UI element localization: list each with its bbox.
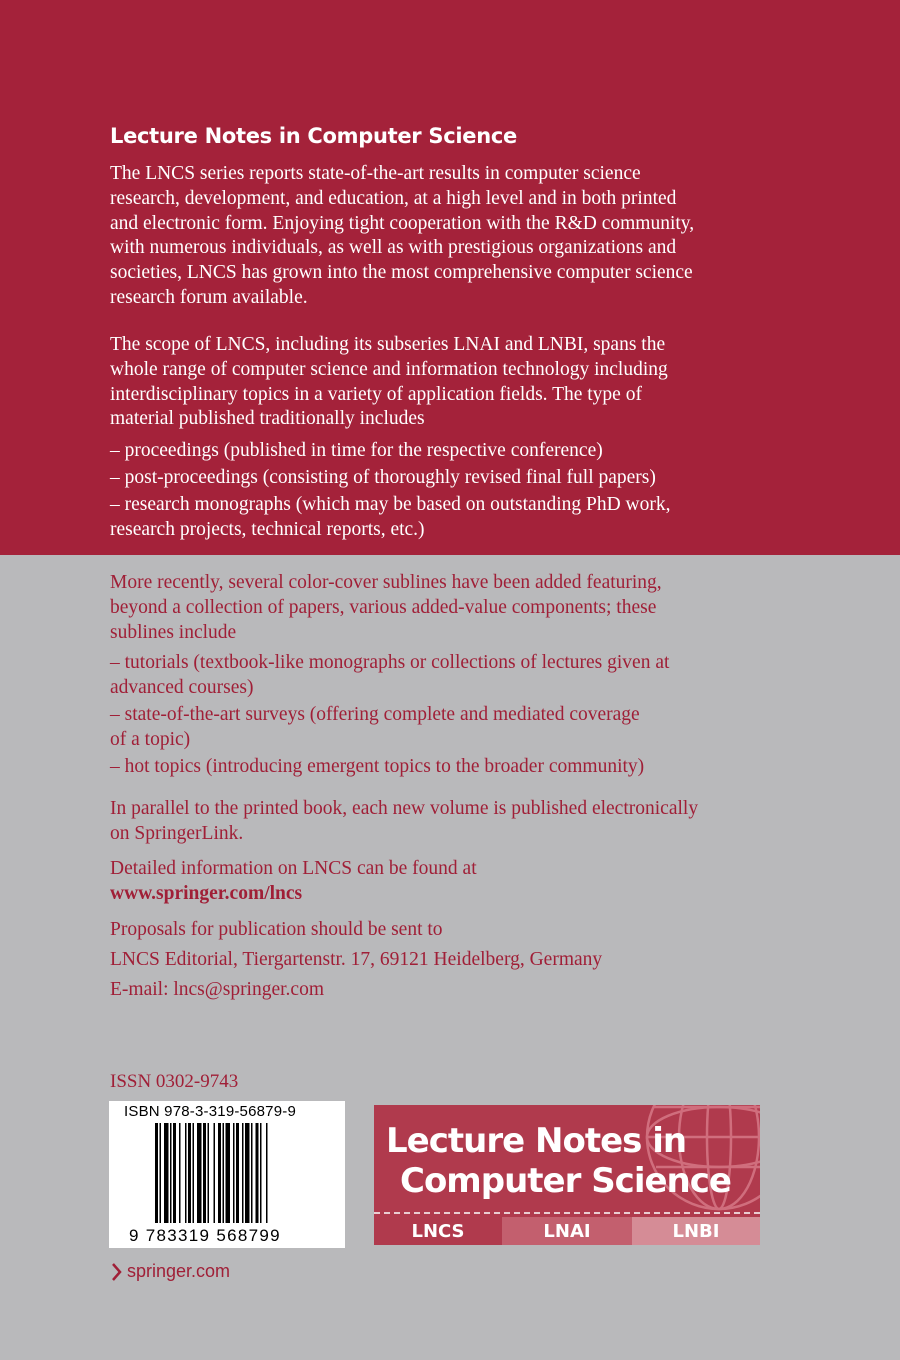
text-line: beyond a collection of papers, various added-value components; these	[110, 596, 657, 618]
text-line: material published traditionally includes	[110, 408, 425, 430]
sublines-paragraph	[110, 571, 810, 645]
text-line: societies, LNCS has grown into the most comprehensive computer science	[110, 262, 693, 284]
barcode-bar	[256, 1123, 259, 1223]
barcode-bar	[170, 1123, 172, 1223]
issn-label: ISSN 0302-9743	[110, 1071, 239, 1092]
text-line: research forum available.	[110, 286, 308, 308]
email-line: E-mail: lncs@springer.com	[110, 979, 324, 1000]
text-line: sublines include	[110, 621, 237, 643]
barcode-bar	[179, 1123, 181, 1223]
barcode-bar	[223, 1123, 225, 1223]
text-line: The LNCS series reports state-of-the-art results in computer science	[110, 163, 641, 184]
barcode-bar	[245, 1123, 250, 1223]
text-line: whole range of computer science and information technology including	[110, 358, 668, 380]
text-line: More recently, several color-cover sublines have been added featuring,	[110, 572, 662, 593]
subseries-lncs: LNCS	[374, 1217, 502, 1245]
list-item: – post-proceedings (consisting of thoroughly revised final full papers)	[110, 467, 656, 488]
list-item: – state-of-the-art surveys (offering complete and mediated coverage of a topic)	[110, 704, 640, 750]
barcode-bars	[155, 1123, 305, 1223]
barcode-bar	[266, 1123, 268, 1223]
barcode-bar	[226, 1123, 231, 1223]
text-line: In parallel to the printed book, each new volume is published electronically	[110, 798, 699, 819]
text-line: and electronic form. Enjoying tight cooperation with the R&D community,	[110, 212, 695, 234]
barcode-bar	[164, 1123, 169, 1223]
address-line: LNCS Editorial, Tiergartenstr. 17, 69121 Heidelberg, Germany	[110, 949, 603, 970]
subseries-bar	[374, 1217, 760, 1245]
barcode-bar	[233, 1123, 235, 1223]
barcode-bar	[214, 1123, 216, 1223]
text-line: interdisciplinary topics in a variety of application fields. The type of	[110, 383, 642, 405]
logo-line-1: Lecture Notes in	[386, 1121, 687, 1161]
isbn-text: ISBN 978-3-319-56879-9	[124, 1103, 297, 1120]
springer-link-label[interactable]: springer.com	[127, 1261, 231, 1281]
barcode-bar	[203, 1123, 206, 1223]
list-item: – tutorials (textbook-like monographs or collections of lectures given at advanced courses)	[110, 652, 670, 698]
text-line: The scope of LNCS, including its subseries LNAI and LNBI, spans the	[110, 334, 666, 355]
barcode-bar	[193, 1123, 195, 1223]
barcode-bar	[188, 1123, 191, 1223]
proposals-line: Proposals for publication should be sent to	[110, 919, 443, 940]
barcode-bar	[218, 1123, 221, 1223]
logo-divider	[374, 1212, 760, 1214]
subseries-lnbi: LNBI	[632, 1217, 760, 1245]
isbn-barcode	[109, 1101, 345, 1248]
text-line: with numerous individuals, as well as with prestigious organizations and	[110, 237, 677, 259]
barcode-bar	[155, 1123, 158, 1223]
series-title: Lecture Notes in Computer Science	[110, 124, 517, 148]
info-paragraph	[110, 857, 810, 907]
text-line: on SpringerLink.	[110, 822, 244, 844]
barcode-bar	[185, 1123, 187, 1223]
subseries-lnai: LNAI	[502, 1217, 632, 1245]
springer-link[interactable]	[111, 1261, 230, 1282]
barcode-bar	[236, 1123, 239, 1223]
scope-paragraph	[110, 333, 810, 432]
list-item: – hot topics (introducing emergent topics to the broader community)	[110, 756, 645, 777]
list-item: – proceedings (published in time for the respective conference)	[110, 440, 603, 461]
barcode-bar	[260, 1123, 262, 1223]
barcode-bar	[242, 1123, 244, 1223]
intro-paragraph	[110, 162, 810, 311]
barcode-bar	[251, 1123, 253, 1223]
chevron-right-icon	[111, 1262, 123, 1282]
barcode-bar	[197, 1123, 202, 1223]
lncs-url-link[interactable]: www.springer.com/lncs	[110, 882, 303, 904]
barcode-digits: 9 783319 568799	[129, 1226, 281, 1245]
barcode-bar	[160, 1123, 162, 1223]
lncs-series-logo	[374, 1105, 760, 1245]
barcode-bar	[208, 1123, 210, 1223]
text-line: Detailed information on LNCS can be found at	[110, 858, 477, 879]
text-line: research, development, and education, at a high level and in both printed	[110, 187, 677, 209]
parallel-paragraph	[110, 797, 810, 847]
logo-title	[386, 1121, 731, 1201]
list-item: – research monographs (which may be based on outstanding PhD work, research projects, technical reports, etc.)	[110, 494, 671, 540]
logo-line-2: Computer Science	[400, 1161, 731, 1201]
barcode-bar	[173, 1123, 176, 1223]
